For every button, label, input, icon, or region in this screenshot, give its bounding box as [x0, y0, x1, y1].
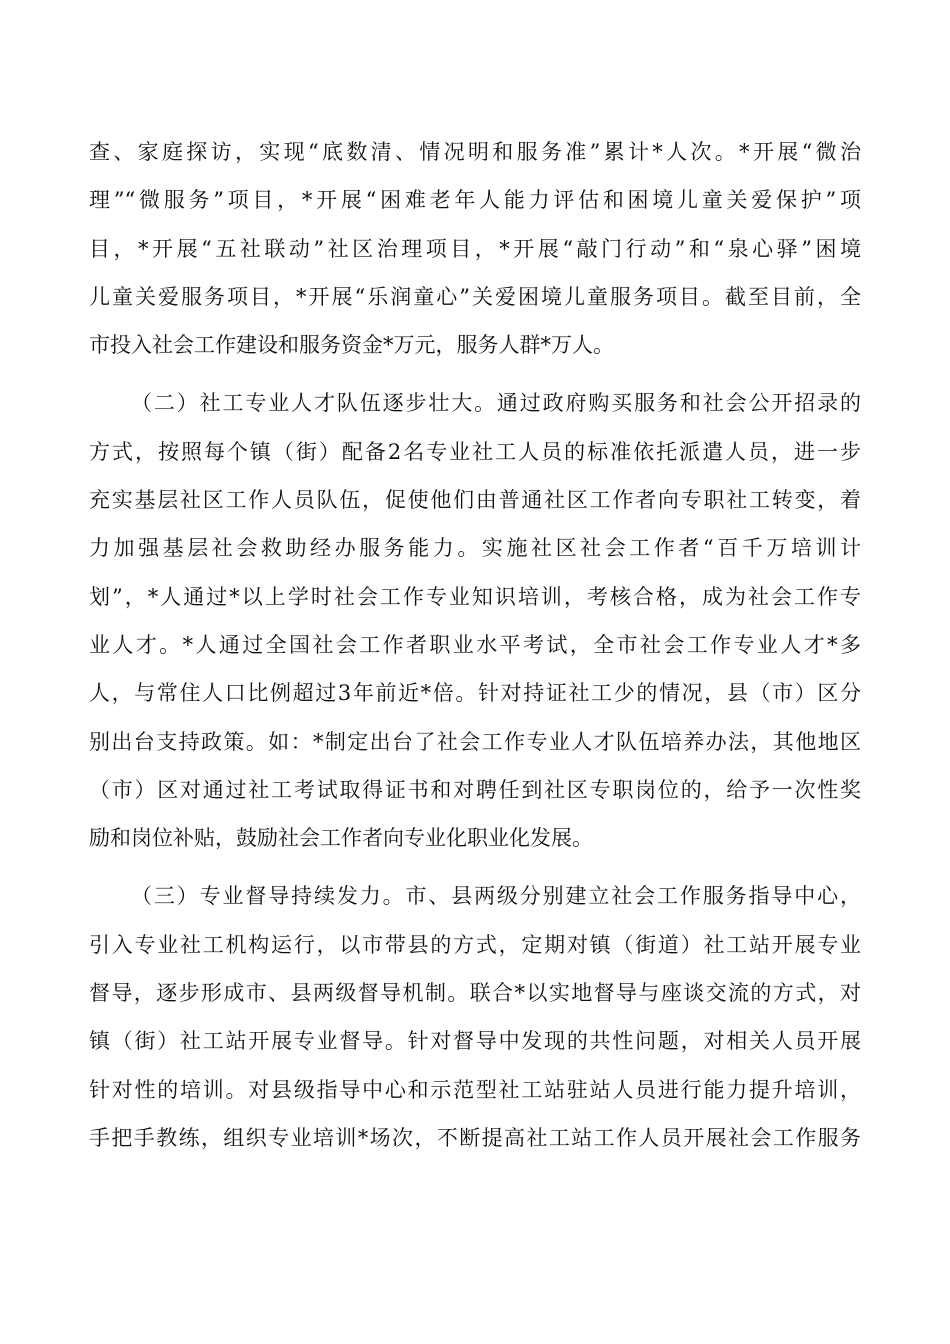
paragraph-line: 查、家庭探访，实现“底数清、情况明和服务准”累计*人次。*开展“微治	[89, 140, 861, 164]
paragraph-line: 引入专业社工机构运行，以市带县的方式，定期对镇（街道）社工站开展专业	[89, 932, 861, 957]
paragraph-spacer	[89, 862, 861, 872]
paragraph-line: 督导，逐步形成市、县两级督导机制。联合*以实地督导与座谈交流的方式，对	[89, 981, 861, 1006]
paragraph-line: 手把手教练，组织专业培训*场次，不断提高社工站工作人员开展社会工作服务	[89, 1125, 861, 1150]
paragraph-line: 业人才。*人通过全国社会工作者职业水平考试，全市社会工作专业人才*多	[89, 632, 861, 657]
paragraph-line: 儿童关爱服务项目，*开展“乐润童心”关爱困境儿童服务项目。截至目前，全	[89, 284, 861, 309]
paragraph-line: 别出台支持政策。如：*制定出台了社会工作专业人才队伍培养办法，其他地区	[89, 729, 861, 754]
paragraph-line: 充实基层社区工作人员队伍，促使他们由普通社区工作者向专职社工转变，着	[89, 488, 861, 513]
paragraph-heading-line: （三）专业督导持续发力。市、县两级分别建立社会工作服务指导中心，	[131, 884, 861, 909]
paragraph-line: 人，与常住人口比例超过3年前近*倍。针对持证社工少的情况，县（市）区分	[89, 681, 861, 706]
paragraph-line: 市投入社会工作建设和服务资金*万元，服务人群*万人。	[89, 333, 614, 358]
paragraph-2	[89, 379, 861, 862]
paragraph-line: 划”，*人通过*以上学时社会工作专业知识培训，考核合格，成为社会工作专	[89, 584, 861, 609]
paragraph-spacer	[89, 369, 861, 379]
paragraph-heading-line: （二）社工专业人才队伍逐步壮大。通过政府购买服务和社会公开招录的	[131, 391, 861, 416]
paragraph-line: 力加强基层社会救助经办服务能力。实施社区社会工作者“百千万培训计	[89, 536, 861, 561]
paragraph-line: 针对性的培训。对县级指导中心和示范型社工站驻站人员进行能力提升培训，	[89, 1077, 861, 1102]
paragraph-line: （市）区对通过社工考试取得证书和对聘任到社区专职岗位的，给予一次性奖	[89, 777, 861, 802]
paragraph-line: 目，*开展“五社联动”社区治理项目，*开展“敲门行动”和“泉心驿”困境	[89, 236, 861, 261]
paragraph-line: 理”“微服务”项目，*开展“困难老年人能力评估和困境儿童关爱保护”项	[89, 188, 861, 213]
document-body	[89, 128, 861, 1162]
paragraph-3	[89, 872, 861, 1162]
paragraph-line: 励和岗位补贴，鼓励社会工作者向专业化职业化发展。	[89, 826, 593, 851]
paragraph-1	[89, 128, 861, 369]
paragraph-line: 镇（街）社工站开展专业督导。针对督导中发现的共性问题，对相关人员开展	[89, 1029, 861, 1054]
paragraph-line: 方式，按照每个镇（街）配备2名专业社工人员的标准依托派遣人员，进一步	[89, 439, 861, 464]
